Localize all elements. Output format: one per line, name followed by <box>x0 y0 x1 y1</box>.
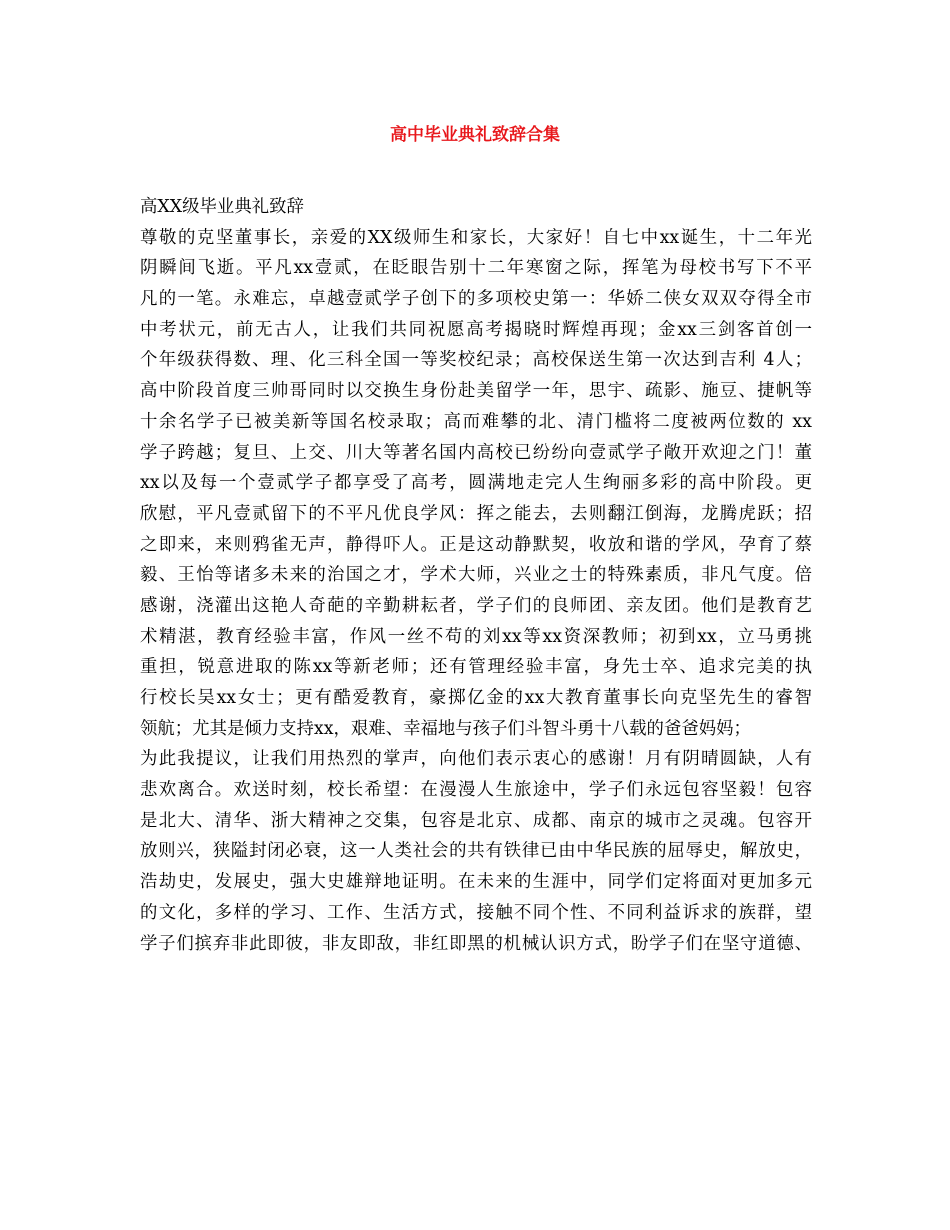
paragraph-line: 高中阶段首度三帅哥同时以交换生身份赴美留学一年，思宇、疏影、施豆、捷帆等 <box>140 381 812 402</box>
paragraph-line: 感谢，浇灌出这艳人奇葩的辛勤耕耘者，学子们的良师团、亲友团。他们是教育艺 <box>140 595 812 616</box>
section-heading: 高XX级毕业典礼致辞 <box>140 197 304 217</box>
paragraph-line: 学子跨越；复旦、上交、川大等著名国内高校已纷纷向壹贰学子敞开欢迎之门！董 <box>140 442 812 463</box>
paragraph-line: 之即来，来则鸦雀无声，静得吓人。正是这动静默契，收放和谐的学风，孕育了蔡 <box>140 534 812 555</box>
paragraph-line: xx以及每一个壹贰学子都享受了高考，圆满地走完人生绚丽多彩的高中阶段。更 <box>140 473 812 494</box>
paragraph-line: 欣慰，平凡壹贰留下的不平凡优良学风：挥之能去，去则翻江倒海，龙腾虎跃；招 <box>140 503 812 524</box>
paragraph-line: 十余名学子已被美新等国名校录取；高而难攀的北、清门槛将二度被两位数的 xx <box>140 411 812 432</box>
paragraph-line: 为此我提议，让我们用热烈的掌声，向他们表示衷心的感谢！月有阴晴圆缺，人有 <box>140 749 812 770</box>
paragraph-line: 尊敬的克坚董事长，亲爱的XX级师生和家长，大家好！自七中xx诞生，十二年光 <box>140 227 812 248</box>
paragraph-line: 学子们摈弃非此即彼，非友即敌，非红即黑的机械认识方式，盼学子们在坚守道德、 <box>140 933 812 954</box>
paragraph-line: 凡的一笔。永难忘，卓越壹贰学子创下的多项校史第一：华娇二侠女双双夺得全市 <box>140 289 812 310</box>
paragraph-line: 术精湛，教育经验丰富，作风一丝不苟的刘xx等xx资深教师；初到xx，立马勇挑 <box>140 626 812 647</box>
paragraph-line: 阴瞬间飞逝。平凡xx壹贰，在眨眼告别十二年寒窗之际，挥笔为母校书写下不平 <box>140 258 812 279</box>
document-title: 高中毕业典礼致辞合集 <box>390 125 560 145</box>
paragraph-line: 是北大、清华、浙大精神之交集，包容是北京、成都、南京的城市之灵魂。包容开 <box>140 810 812 831</box>
paragraph-line: 放则兴，狭隘封闭必衰，这一人类社会的共有铁律已由中华民族的屈辱史，解放史， <box>140 841 812 862</box>
paragraph-line: 重担，锐意进取的陈xx等新老师；还有管理经验丰富，身先士卒、追求完美的执 <box>140 657 812 678</box>
paragraph-line: 的文化，多样的学习、工作、生活方式，接触不同个性、不同利益诉求的族群，望 <box>140 902 812 923</box>
paragraph-line: 行校长吴xx女士；更有酷爱教育，豪掷亿金的xx大教育董事长向克坚先生的睿智 <box>140 688 812 708</box>
paragraph-line: 浩劫史，发展史，强大史雄辩地证明。在未来的生涯中，同学们定将面对更加多元 <box>140 872 812 893</box>
paragraph-line: 悲欢离合。欢送时刻，校长希望：在漫漫人生旅途中，学子们永远包容坚毅！包容 <box>140 780 812 801</box>
paragraph-line: 中考状元，前无古人，让我们共同祝愿高考揭晓时辉煌再现；金xx三剑客首创一 <box>140 319 812 340</box>
paragraph-line: 个年级获得数、理、化三科全国一等奖校纪录；高校保送生第一次达到吉利 4人； <box>140 350 812 371</box>
document-body <box>140 192 812 959</box>
paragraph-line: 领航；尤其是倾力支持xx，艰难、幸福地与孩子们斗智斗勇十八载的爸爸妈妈； <box>140 718 751 739</box>
paragraph-line: 毅、王怡等诸多未来的治国之才，学术大师，兴业之士的特殊素质，非凡气度。倍 <box>140 565 812 586</box>
